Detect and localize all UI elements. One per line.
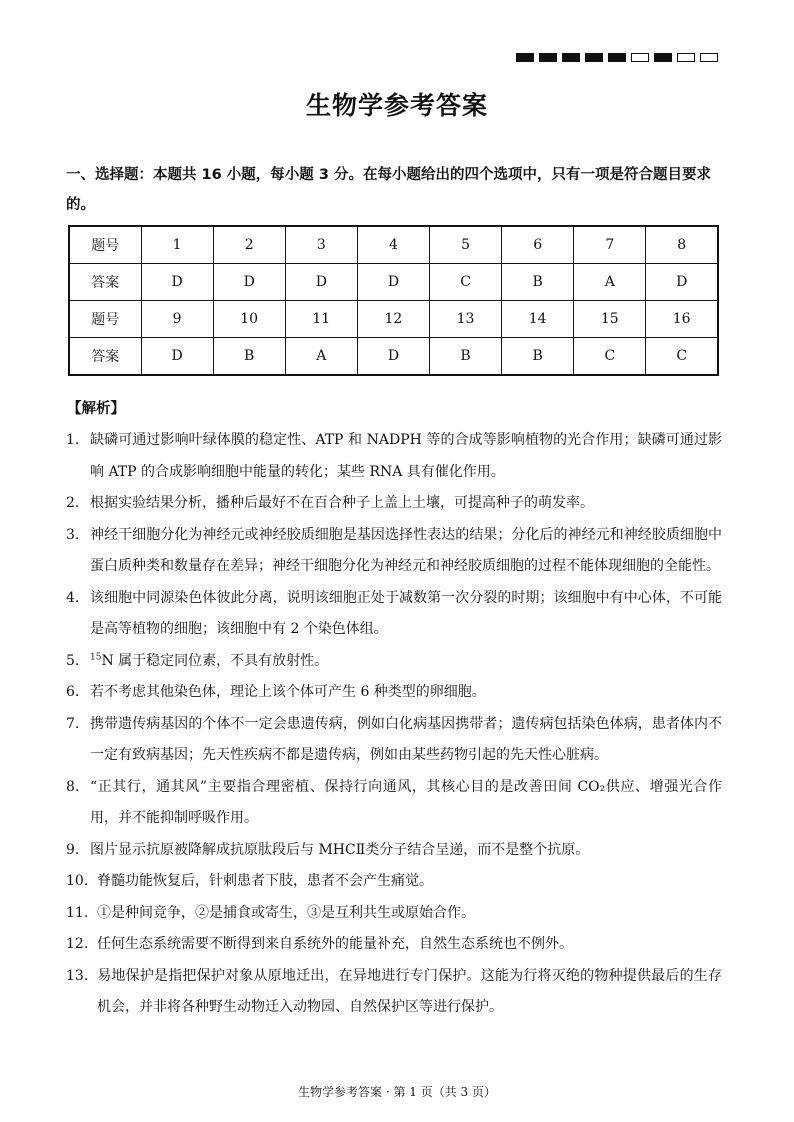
- section-heading: 一、选择题：本题共 16 小题，每小题 3 分。在每小题给出的四个选项中，只有一项是符合题目要求的。: [66, 167, 711, 213]
- item-text: “正其行，通其风”主要指合理密植、保持行向通风，其核心目的是改善田间 CO₂供应、增强光合作用，并不能抑制呼吸作用。: [90, 778, 722, 826]
- answer-cell: B: [502, 338, 574, 376]
- row-label: 答案: [69, 338, 141, 376]
- answer-cell: D: [646, 264, 718, 301]
- mark-empty: [677, 53, 695, 62]
- answer-cell: D: [213, 264, 285, 301]
- analysis-item: [66, 583, 722, 646]
- item-number: 6.: [66, 684, 80, 700]
- question-number-row: [69, 226, 718, 264]
- item-text: 图片显示抗原被降解成抗原肽段后与 MHCⅡ类分子结合呈递，而不是整个抗原。: [90, 841, 590, 858]
- analysis-list: [66, 425, 722, 1024]
- item-text: N 属于稳定同位素，不具有放射性。: [101, 652, 329, 669]
- item-text: 任何生态系统需要不断得到来自系统外的能量补充，自然生态系统也不例外。: [97, 936, 573, 952]
- item-text: ①是种间竞争，②是捕食或寄生，③是互利共生或原始合作。: [97, 904, 475, 921]
- answer-cell: D: [141, 264, 213, 301]
- mark-filled: [585, 53, 603, 62]
- question-number-cell: 7: [574, 226, 646, 264]
- page-title: 生物学参考答案: [305, 91, 488, 120]
- item-text: 神经干细胞分化为神经元或神经胶质细胞是基因选择性表达的结果；分化后的神经元和神经胶质细胞中蛋白质种类和数量存在差异；神经干细胞分化为神经元和神经胶质细胞的过程不能体现细胞的全能性。: [90, 526, 722, 574]
- answer-cell: A: [285, 338, 357, 376]
- analysis-item: [66, 929, 722, 961]
- item-text: 若不考虑其他染色体，理论上该个体可产生 6 种类型的卵细胞。: [90, 684, 486, 700]
- mark-filled: [562, 53, 580, 62]
- question-number-row: [69, 301, 718, 338]
- analysis-item: [66, 709, 722, 772]
- question-number-cell: 5: [430, 226, 502, 264]
- answer-table: [68, 225, 719, 376]
- answer-cell: D: [357, 264, 429, 301]
- row-label: 题号: [69, 226, 141, 264]
- item-number: 12.: [66, 936, 89, 952]
- item-number: 8.: [66, 778, 80, 795]
- item-number: 7.: [66, 715, 80, 732]
- analysis-item: [66, 646, 722, 678]
- analysis-item: [66, 835, 722, 867]
- answer-cell: D: [285, 264, 357, 301]
- question-number-cell: 13: [430, 301, 502, 338]
- item-number: 1.: [66, 432, 80, 448]
- question-number-cell: 10: [213, 301, 285, 338]
- question-number-cell: 11: [285, 301, 357, 338]
- page-footer: 生物学参考答案 · 第 1 页（共 3 页）: [298, 1085, 496, 1099]
- question-number-cell: 1: [141, 226, 213, 264]
- question-number-cell: 15: [574, 301, 646, 338]
- item-text: 脊髓功能恢复后，针刺患者下肢，患者不会产生痛觉。: [97, 873, 433, 889]
- answer-cell: D: [357, 338, 429, 376]
- item-number: 11.: [66, 904, 89, 921]
- isotope-superscript: 15: [90, 651, 102, 662]
- question-number-cell: 12: [357, 301, 429, 338]
- item-text: 携带遗传病基因的个体不一定会患遗传病，例如白化病基因携带者；遗传病包括染色体病，患者体内不一定有致病基因；先天性疾病不都是遗传病，例如由某些药物引起的先天性心脏病。: [90, 715, 722, 763]
- question-number-cell: 3: [285, 226, 357, 264]
- mark-filled: [608, 53, 626, 62]
- header-marks: [516, 53, 718, 62]
- item-number: 4.: [66, 589, 80, 606]
- mark-empty: [700, 53, 718, 62]
- answer-cell: B: [213, 338, 285, 376]
- mark-filled: [654, 53, 672, 62]
- answer-cell: A: [574, 264, 646, 301]
- answer-row: [69, 264, 718, 301]
- item-text: 缺磷可通过影响叶绿体膜的稳定性、ATP 和 NADPH 等的合成等影响植物的光合作用；缺磷可通过影响 ATP 的合成影响细胞中能量的转化；某些 RNA 具有催化作用。: [90, 432, 722, 480]
- item-text: 易地保护是指把保护对象从原地迁出，在异地进行专门保护。这能为行将灭绝的物种提供最后的生存机会，并非将各种野生动物迁入动物园、自然保护区等进行保护。: [97, 967, 722, 1015]
- item-number: 9.: [66, 841, 80, 858]
- question-number-cell: 4: [357, 226, 429, 264]
- item-number: 13.: [66, 967, 89, 984]
- analysis-item: [66, 488, 722, 520]
- mark-filled: [516, 53, 534, 62]
- item-number: 3.: [66, 526, 80, 543]
- analysis-item: [66, 677, 722, 709]
- mark-empty: [631, 53, 649, 62]
- analysis-heading: 【解析】: [67, 401, 125, 417]
- question-number-cell: 16: [646, 301, 718, 338]
- analysis-item: [66, 520, 722, 583]
- row-label: 答案: [69, 264, 141, 301]
- analysis-item: [66, 961, 722, 1024]
- answer-cell: C: [574, 338, 646, 376]
- item-text: 根据实验结果分析，播种后最好不在百合种子上盖上土壤，可提高种子的萌发率。: [90, 495, 594, 511]
- answer-cell: B: [430, 338, 502, 376]
- item-text: 该细胞中同源染色体彼此分离，说明该细胞正处于减数第一次分裂的时期；该细胞中有中心体，不可能是高等植物的细胞；该细胞中有 2 个染色体组。: [90, 589, 722, 637]
- answer-cell: D: [141, 338, 213, 376]
- item-number: 10.: [66, 873, 89, 889]
- answer-row: [69, 338, 718, 376]
- mark-filled: [539, 53, 557, 62]
- item-number: 2.: [66, 495, 80, 511]
- analysis-item: [66, 425, 722, 488]
- answer-cell: B: [502, 264, 574, 301]
- question-number-cell: 14: [502, 301, 574, 338]
- row-label: 题号: [69, 301, 141, 338]
- answer-cell: C: [430, 264, 502, 301]
- answer-cell: C: [646, 338, 718, 376]
- question-number-cell: 8: [646, 226, 718, 264]
- item-number: 5.: [66, 652, 80, 669]
- analysis-item: [66, 772, 722, 835]
- analysis-item: [66, 898, 722, 930]
- question-number-cell: 9: [141, 301, 213, 338]
- analysis-item: [66, 866, 722, 898]
- question-number-cell: 2: [213, 226, 285, 264]
- question-number-cell: 6: [502, 226, 574, 264]
